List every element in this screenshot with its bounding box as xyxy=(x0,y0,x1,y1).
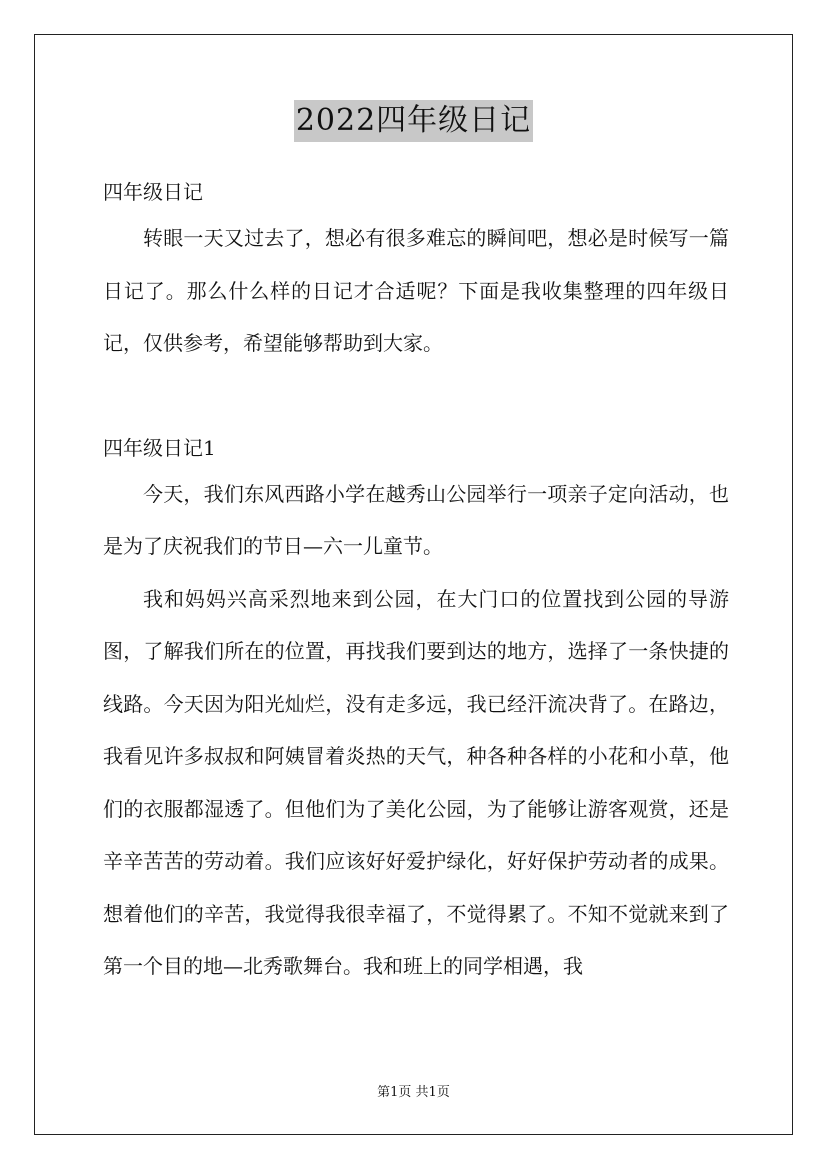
entry-heading: 四年级日记1 xyxy=(103,435,216,460)
body-paragraph: 我和妈妈兴高采烈地来到公园，在大门口的位置找到公园的导游图，了解我们所在的位置，再找我们要到达的地方，选择了一条快捷的线路。今天因为阳光灿烂，没有走多远，我已经汗流决背了。在路边，我看见许多叔叔和阿姨冒着炎热的天气，种各种各样的小花和小草，他们的衣服都湿透了。但他们为了美化公园，为了能够让游客观赏，还是辛辛苦苦的劳动着。我们应该好好爱护绿化，好好保护劳动者的成果。想着他们的辛苦，我觉得我很幸福了，不觉得累了。不知不觉就来到了第一个目的地—北秀歌舞台。我和班上的同学相遇，我 xyxy=(103,586,729,978)
title-wrapper xyxy=(0,100,827,142)
page-footer: 第1页 共1页 xyxy=(377,1085,450,1100)
document-title: 2022四年级日记 xyxy=(294,100,533,142)
paragraph-gap xyxy=(103,370,729,428)
body-paragraph: 今天，我们东风西路小学在越秀山公园举行一项亲子定向活动，也是为了庆祝我们的节日—六一儿童节。 xyxy=(103,481,729,558)
document-body xyxy=(103,172,729,993)
intro-paragraph: 转眼一天又过去了，想必有很多难忘的瞬间吧，想必是时候写一篇日记了。那么什么样的日记才合适呢？下面是我收集整理的四年级日记，仅供参考，希望能够帮助到大家。 xyxy=(103,226,729,355)
section-heading: 四年级日记 xyxy=(103,180,203,204)
